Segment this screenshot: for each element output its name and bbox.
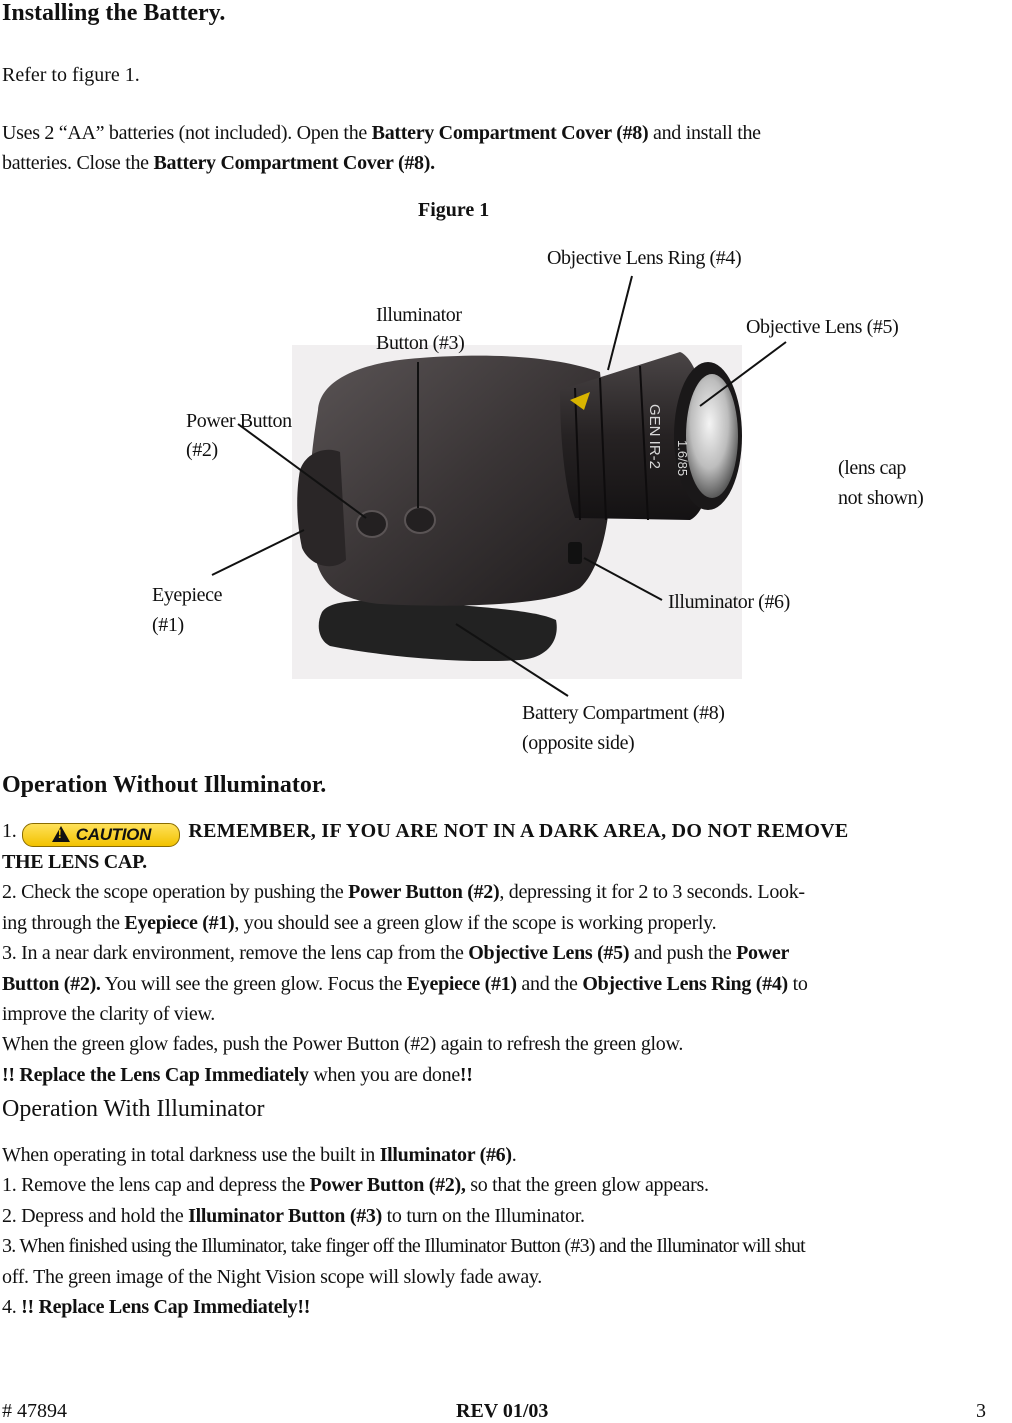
- step-2: [2, 877, 849, 907]
- text: , depressing it for 2 to 3 seconds. Look-: [499, 881, 805, 904]
- footer-revision: REV 01/03: [456, 1400, 549, 1422]
- lens-text-spec: 1.6/85: [675, 440, 690, 477]
- text-bold: Illuminator Button (#3): [188, 1204, 382, 1227]
- heading-operation-without-illuminator: Operation Without Illuminator.: [2, 772, 327, 798]
- label-lens-cap-line1: (lens cap: [838, 457, 907, 479]
- with-step-4: [2, 1292, 805, 1322]
- replace-cap-warning: [2, 1060, 849, 1090]
- step-3: [2, 938, 849, 968]
- footer-part-number: # 47894: [2, 1400, 67, 1422]
- text-bold: Power Button (#2): [348, 881, 500, 904]
- label-battery-compartment-line1: Battery Compartment (#8): [522, 702, 725, 724]
- label-illuminator-button-line2: Button (#3): [376, 332, 465, 354]
- illuminator-window: [568, 542, 582, 564]
- text: batteries. Close the: [2, 152, 154, 175]
- text-bold: Objective Lens Ring (#4): [582, 972, 788, 995]
- text: When operating in total darkness use the built in: [2, 1144, 380, 1166]
- text-bold: !!: [459, 1063, 473, 1086]
- with-step-2: [2, 1201, 805, 1231]
- text: 1. Remove the lens cap and depress the: [2, 1174, 310, 1197]
- objective-lens-glass: [686, 374, 738, 498]
- text: and the: [516, 972, 583, 995]
- label-illuminator-button-line1: Illuminator: [376, 304, 462, 326]
- footer-page-number: 3: [976, 1400, 986, 1422]
- text: 2. Depress and hold the: [2, 1204, 189, 1227]
- label-power-button-line1: Power Button: [186, 410, 292, 432]
- with-step-1: [2, 1170, 805, 1200]
- label-eyepiece-line1: Eyepiece: [152, 584, 223, 606]
- label-illuminator: Illuminator (#6): [668, 591, 790, 613]
- text: to turn on the Illuminator.: [381, 1204, 585, 1227]
- lens-text-model: GEN IR-2: [646, 404, 663, 470]
- with-step-3: 3. When finished using the Illuminator, take finger off the Illuminator Button (#3) and the Illuminator will shut: [2, 1235, 805, 1258]
- text: improve the clarity of view.: [2, 1003, 216, 1026]
- text: off. The green image of the Night Vision scope will slowly fade away.: [2, 1265, 543, 1288]
- text-bold: Eyepiece (#1): [406, 972, 517, 995]
- label-objective-lens: Objective Lens (#5): [746, 316, 899, 338]
- text-bold: THE LENS CAP.: [2, 851, 147, 873]
- text: 4.: [2, 1296, 22, 1319]
- refer-figure-text: Refer to figure 1.: [2, 64, 140, 86]
- caution-badge: [22, 823, 180, 847]
- label-objective-lens-ring: Objective Lens Ring (#4): [547, 247, 742, 269]
- label-battery-compartment-line2: (opposite side): [522, 732, 635, 754]
- text: , you should see a green glow if the scope is working properly.: [234, 911, 717, 934]
- heading-operation-with-illuminator: Operation With Illuminator: [2, 1096, 265, 1122]
- fade-instruction: When the green glow fades, push the Power Button (#2) again to refresh the green glow.: [2, 1033, 684, 1056]
- text-bold: Battery Compartment Cover (#8).: [153, 152, 435, 175]
- text: so that the green glow appears.: [465, 1174, 709, 1197]
- text: 3. In a near dark environment, remove the lens cap from the: [2, 942, 469, 965]
- figure-title: Figure 1: [418, 199, 490, 221]
- step-1: [2, 816, 849, 847]
- text: when you are done: [308, 1063, 460, 1086]
- caution-label: CAUTION: [75, 825, 152, 844]
- text-bold: !! Replace the Lens Cap Immediately: [2, 1063, 309, 1086]
- text: .: [511, 1144, 517, 1166]
- text-bold: Objective Lens (#5): [468, 942, 630, 965]
- text-bold: Power: [736, 942, 790, 965]
- text-bold: REMEMBER, IF YOU ARE NOT IN A DARK AREA, DO NOT REMOVE: [188, 820, 849, 842]
- text-bold: !! Replace Lens Cap Immediately!!: [21, 1296, 311, 1319]
- text: to: [787, 972, 808, 995]
- illuminator-button-shape: [405, 507, 435, 533]
- eyepiece-shape: [297, 450, 346, 566]
- leader-eyepiece: [212, 530, 304, 575]
- with-illuminator-steps: [2, 1140, 805, 1322]
- step-number: 1.: [2, 820, 17, 842]
- label-eyepiece-line2: (#1): [152, 614, 184, 636]
- text: and push the: [629, 942, 737, 965]
- text: Uses 2 “AA” batteries (not included). Open the: [2, 122, 372, 144]
- text-bold: Illuminator (#6): [379, 1144, 512, 1166]
- text: You will see the green glow. Focus the: [100, 972, 407, 995]
- label-lens-cap-line2: not shown): [838, 487, 924, 509]
- text-bold: Button (#2).: [2, 972, 101, 995]
- text-bold: Battery Compartment Cover (#8): [371, 122, 649, 144]
- text: and install the: [648, 122, 761, 144]
- label-power-button-line2: (#2): [186, 439, 218, 461]
- text: ing through the: [2, 911, 125, 934]
- without-illuminator-steps: [2, 816, 849, 1090]
- text: 2. Check the scope operation by pushing the: [2, 881, 349, 904]
- warning-icon: [52, 826, 70, 842]
- text-bold: Power Button (#2),: [309, 1174, 466, 1197]
- heading-installing-battery: Installing the Battery.: [2, 0, 226, 26]
- text-bold: Eyepiece (#1): [124, 911, 235, 934]
